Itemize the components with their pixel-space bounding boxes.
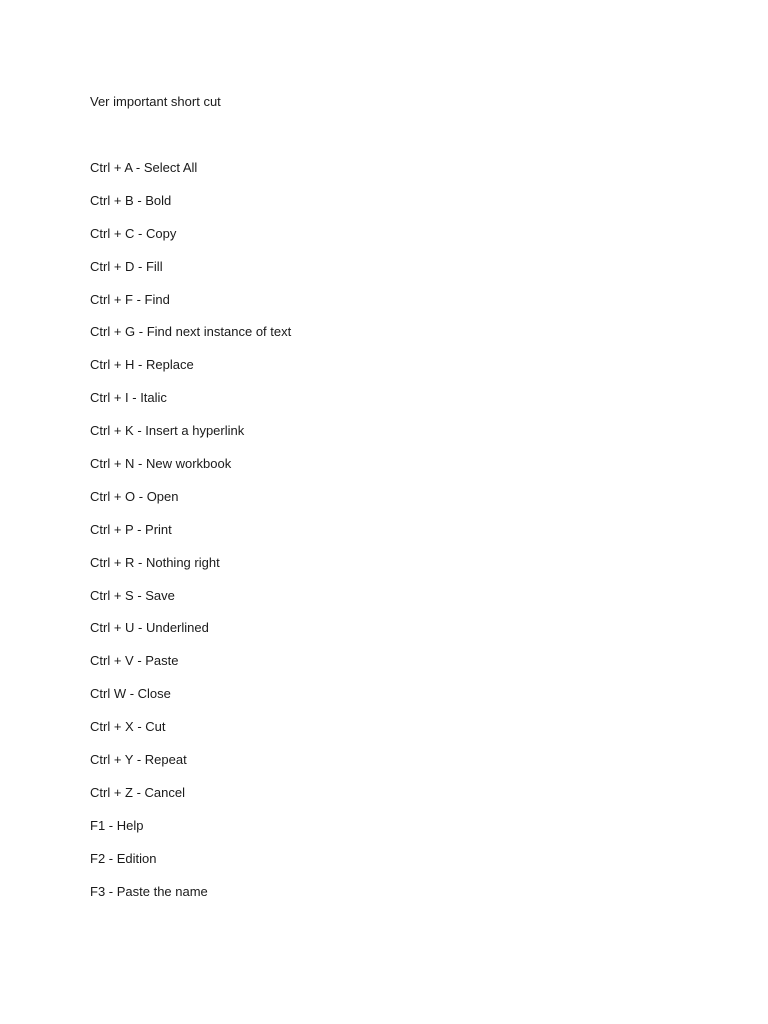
document-title: Ver important short cut [90, 94, 221, 109]
shortcut-item: Ctrl + Y - Repeat [90, 752, 187, 768]
shortcut-item: F3 - Paste the name [90, 883, 208, 899]
shortcut-item: Ctrl + S - Save [90, 587, 175, 603]
shortcut-item: Ctrl + A - Select All [90, 160, 198, 175]
shortcut-item: F1 - Help [90, 817, 144, 833]
shortcut-item: Ctrl + V - Paste [90, 653, 179, 669]
shortcut-item: Ctrl + I - Italic [90, 390, 167, 406]
shortcut-item: Ctrl + K - Insert a hyperlink [90, 423, 245, 439]
shortcut-list [90, 159, 291, 915]
shortcut-item: Ctrl + G - Find next instance of text [90, 324, 292, 340]
shortcut-item: Ctrl + N - New workbook [90, 456, 232, 472]
shortcut-item: Ctrl W - Close [90, 686, 171, 702]
shortcut-item: Ctrl + U - Underlined [90, 620, 209, 636]
shortcut-item: Ctrl + H - Replace [90, 357, 194, 373]
shortcut-item: Ctrl + R - Nothing right [90, 554, 220, 570]
shortcut-item: Ctrl + B - Bold [90, 192, 172, 208]
shortcut-item: F2 - Edition [90, 850, 157, 866]
shortcut-item: Ctrl + F - Find [90, 291, 170, 307]
shortcut-item: Ctrl + C - Copy [90, 225, 177, 241]
shortcut-item: Ctrl + X - Cut [90, 719, 166, 735]
shortcut-item: Ctrl + P - Print [90, 521, 172, 537]
shortcut-item: Ctrl + Z - Cancel [90, 784, 185, 800]
shortcut-item: Ctrl + D - Fill [90, 258, 163, 274]
shortcut-item: Ctrl + O - Open [90, 488, 179, 504]
